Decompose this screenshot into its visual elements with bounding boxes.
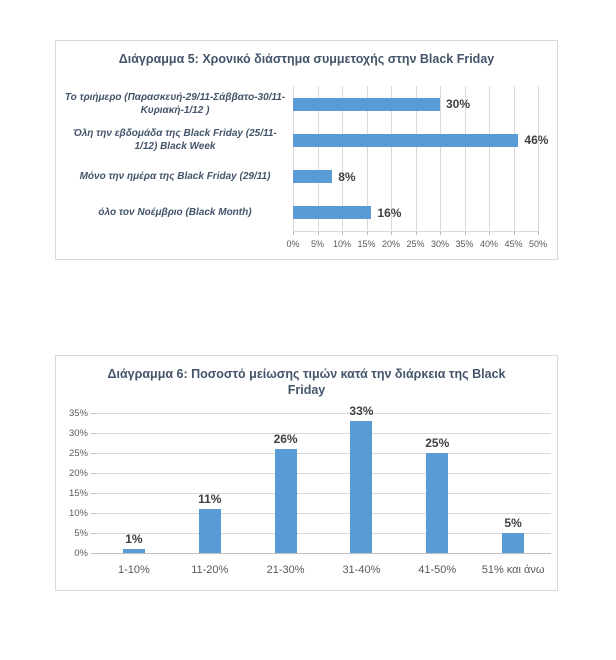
data-label: 33% (349, 404, 374, 418)
gridline (538, 86, 539, 231)
category-label: Το τριήμερο (Παρασκευή-29/11-Σάββατο-30/11-Κυριακή-1/12 ) (64, 92, 286, 117)
y-axis-tick-label: 10% (68, 507, 88, 519)
bar (293, 206, 371, 219)
gridline (96, 533, 551, 534)
y-axis-tick-label: 20% (68, 467, 88, 479)
x-category-label: 1-10% (118, 564, 150, 576)
y-axis-tick-label: 35% (68, 407, 88, 419)
x-category-label: 31-40% (342, 564, 381, 576)
data-label: 8% (338, 169, 356, 184)
axis-tick-mark (91, 533, 96, 534)
category-label: Μόνο την ημέρα της Black Friday (29/11) (79, 171, 271, 183)
gridline (96, 493, 551, 494)
y-axis-tick-label: 25% (68, 447, 88, 459)
x-category-label: 11-20% (191, 564, 229, 576)
data-label: 11% (198, 492, 222, 506)
x-axis-tick-label: 25% (406, 239, 425, 249)
chart6-plot-area (56, 356, 557, 590)
chart5-panel (55, 40, 558, 260)
chart5-title: Διάγραμμα 5: Χρονικό διάστημα συμμετοχής στην Black Friday (118, 52, 495, 66)
x-axis-tick-label: 10% (332, 239, 351, 249)
data-label: 46% (524, 133, 549, 148)
gridline (489, 86, 490, 231)
axis-tick-mark (91, 473, 96, 474)
bar (275, 449, 297, 553)
axis-tick-mark (91, 493, 96, 494)
x-axis-tick-label: 40% (479, 239, 498, 249)
data-label: 25% (425, 436, 450, 450)
x-category-label: 41-50% (418, 564, 457, 576)
axis-tick-mark (91, 553, 96, 554)
axis-tick-mark (91, 413, 96, 414)
x-axis-tick-label: 0% (286, 239, 300, 249)
x-axis-tick-label: 15% (357, 239, 376, 249)
gridline (96, 473, 551, 474)
x-category-label: 21-30% (266, 564, 305, 576)
y-axis-tick-label: 30% (68, 427, 88, 439)
y-axis-tick-label: 15% (68, 487, 88, 499)
bar (293, 170, 332, 183)
data-label: 26% (273, 432, 298, 446)
y-axis-tick-label: 0% (74, 547, 88, 559)
x-axis-tick-label: 35% (455, 239, 474, 249)
gridline (96, 413, 551, 414)
category-label: Όλη την εβδομάδα της Black Friday (25/11-1/12) Black Week (73, 128, 277, 153)
gridline (96, 513, 551, 514)
axis-tick-mark (91, 453, 96, 454)
category-label: όλο τον Νοέμβριο (Black Month) (98, 207, 252, 219)
gridline (96, 433, 551, 434)
x-axis-tick-label: 45% (504, 239, 523, 249)
gridline (96, 553, 551, 554)
bar (426, 453, 448, 553)
bar (199, 509, 221, 553)
chart5-plot-area (56, 41, 557, 259)
data-label: 1% (125, 532, 143, 546)
bar (502, 533, 524, 553)
bar (350, 421, 372, 553)
axis-tick-mark (538, 231, 539, 235)
data-label: 5% (504, 516, 522, 530)
data-label: 30% (446, 97, 471, 112)
x-axis-tick-label: 50% (528, 239, 547, 249)
gridline (96, 453, 551, 454)
axis-tick-mark (91, 433, 96, 434)
y-axis-tick-label: 5% (74, 527, 88, 539)
x-category-label: 51% και άνω (481, 564, 545, 576)
axis-tick-mark (91, 513, 96, 514)
bar (293, 98, 440, 111)
bar (123, 549, 145, 553)
x-axis-tick-label: 30% (430, 239, 449, 249)
x-axis-line (293, 231, 538, 232)
x-axis-tick-label: 20% (381, 239, 400, 249)
x-axis-tick-label: 5% (310, 239, 324, 249)
gridline (440, 86, 441, 231)
bar (293, 134, 518, 147)
chart6-title: Διάγραμμα 6: Ποσοστό μείωσης τιμών κατά την διάρκεια της Black Friday (107, 367, 506, 397)
chart6-panel (55, 355, 558, 591)
gridline (514, 86, 515, 231)
data-label: 16% (377, 205, 402, 220)
